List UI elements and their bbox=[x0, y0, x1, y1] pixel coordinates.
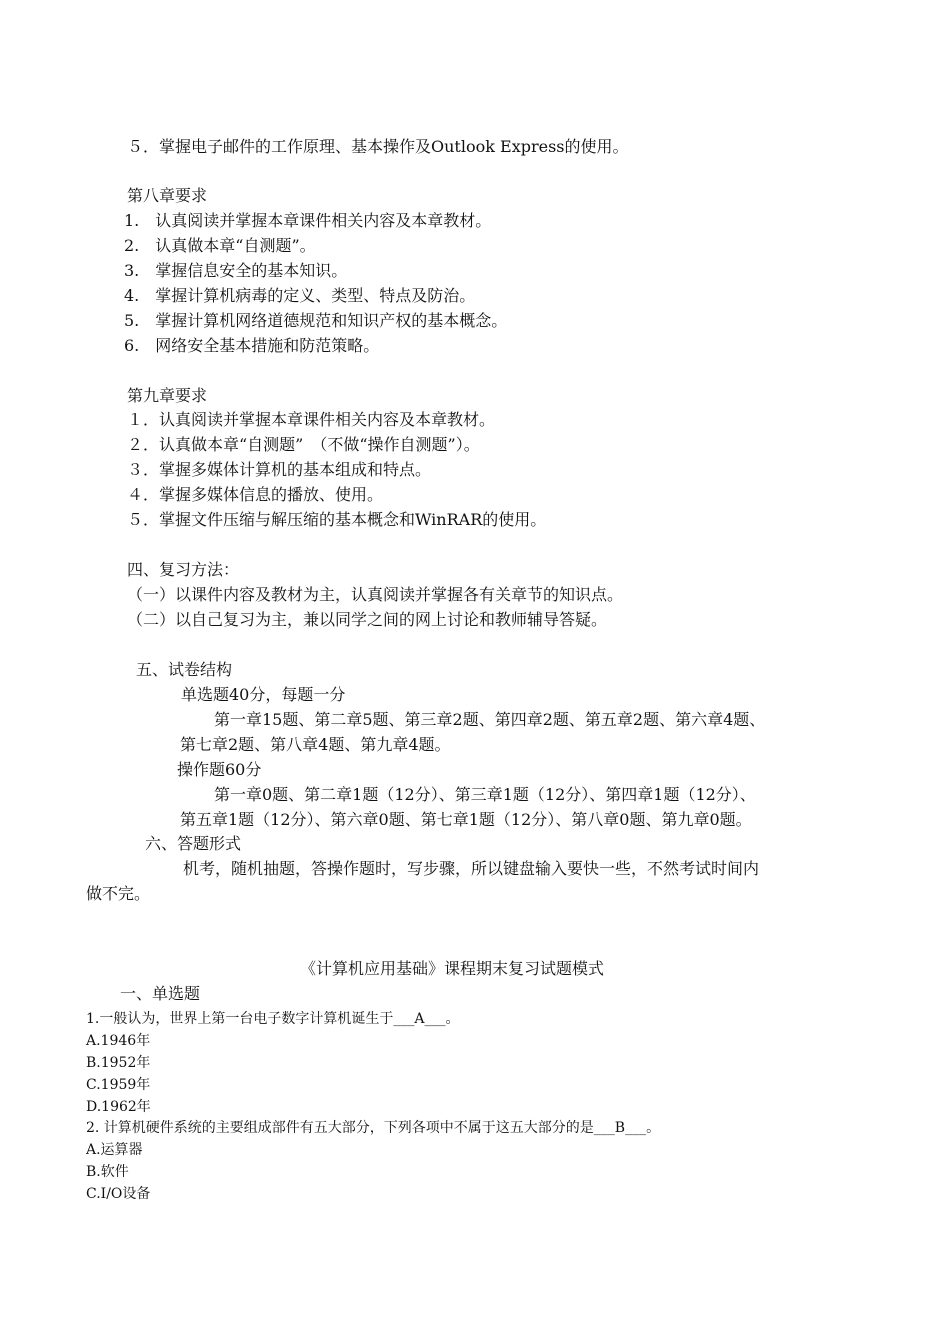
ch8-item: 6. 网络安全基本措施和防范策略。 bbox=[124, 336, 380, 355]
question-2-option: A.运算器 bbox=[86, 1142, 143, 1158]
ch8-item: 5. 掌握计算机网络道德规范和知识产权的基本概念。 bbox=[124, 311, 508, 330]
exam-title: 《计算机应用基础》课程期末复习试题模式 bbox=[300, 959, 605, 978]
question-1-option: D.1962年 bbox=[86, 1099, 151, 1115]
ch9-item: ２．认真做本章“自测题” （不做“操作自测题”）。 bbox=[127, 435, 480, 454]
ch9-item: １．认真阅读并掌握本章课件相关内容及本章教材。 bbox=[127, 410, 496, 429]
ch7-item-5: ５．掌握电子邮件的工作原理、基本操作及Outlook Express的使用。 bbox=[127, 137, 629, 156]
single-choice-distribution: 第七章2题、第八章4题、第九章4题。 bbox=[180, 735, 451, 754]
answer-form-text: 机考，随机抽题，答操作题时，写步骤，所以键盘输入要快一些，不然考试时间内 bbox=[183, 859, 760, 878]
question-1: 1.一般认为，世界上第一台电子数字计算机诞生于___A___。 bbox=[86, 1011, 460, 1027]
question-2-option: C.I/O设备 bbox=[86, 1186, 151, 1202]
question-1-option: A.1946年 bbox=[86, 1033, 151, 1049]
ch8-item: 4. 掌握计算机病毒的定义、类型、特点及防治。 bbox=[124, 286, 476, 305]
ch8-item: 1. 认真阅读并掌握本章课件相关内容及本章教材。 bbox=[124, 211, 492, 230]
exam-section-heading: 一、单选题 bbox=[120, 984, 201, 1003]
ch8-item: 3. 掌握信息安全的基本知识。 bbox=[124, 261, 348, 280]
ch9-item: ３．掌握多媒体计算机的基本组成和特点。 bbox=[127, 460, 432, 479]
question-2: 2. 计算机硬件系统的主要组成部件有五大部分，下列各项中不属于这五大部分的是___B___。 bbox=[86, 1120, 661, 1136]
ch8-heading: 第八章要求 bbox=[127, 186, 208, 205]
ch9-item: ５．掌握文件压缩与解压缩的基本概念和WinRAR的使用。 bbox=[127, 510, 547, 529]
review-item: （二）以自己复习为主，兼以同学之间的网上讨论和教师辅导答疑。 bbox=[127, 610, 608, 629]
operation-distribution: 第一章0题、第二章1题（12分）、第三章1题（12分）、第四章1题（12分）、 bbox=[214, 785, 756, 804]
answer-form-heading: 六、答题形式 bbox=[145, 834, 242, 853]
structure-heading: 五、试卷结构 bbox=[136, 660, 233, 679]
operation-label: 操作题60分 bbox=[177, 760, 262, 779]
single-choice-label: 单选题40分，每题一分 bbox=[181, 685, 346, 704]
question-1-option: B.1952年 bbox=[86, 1055, 151, 1071]
ch9-item: ４．掌握多媒体信息的播放、使用。 bbox=[127, 485, 384, 504]
review-heading: 四、复习方法： bbox=[127, 560, 240, 579]
operation-distribution: 第五章1题（12分）、第六章0题、第七章1题（12分）、第八章0题、第九章0题。 bbox=[180, 810, 752, 829]
answer-form-text: 做不完。 bbox=[86, 884, 151, 903]
ch9-heading: 第九章要求 bbox=[127, 386, 208, 405]
ch8-item: 2. 认真做本章“自测题”。 bbox=[124, 236, 316, 255]
review-item: （一）以课件内容及教材为主，认真阅读并掌握各有关章节的知识点。 bbox=[127, 585, 624, 604]
question-1-option: C.1959年 bbox=[86, 1077, 151, 1093]
question-2-option: B.软件 bbox=[86, 1164, 129, 1180]
single-choice-distribution: 第一章15题、第二章5题、第三章2题、第四章2题、第五章2题、第六章4题、 bbox=[214, 710, 766, 729]
